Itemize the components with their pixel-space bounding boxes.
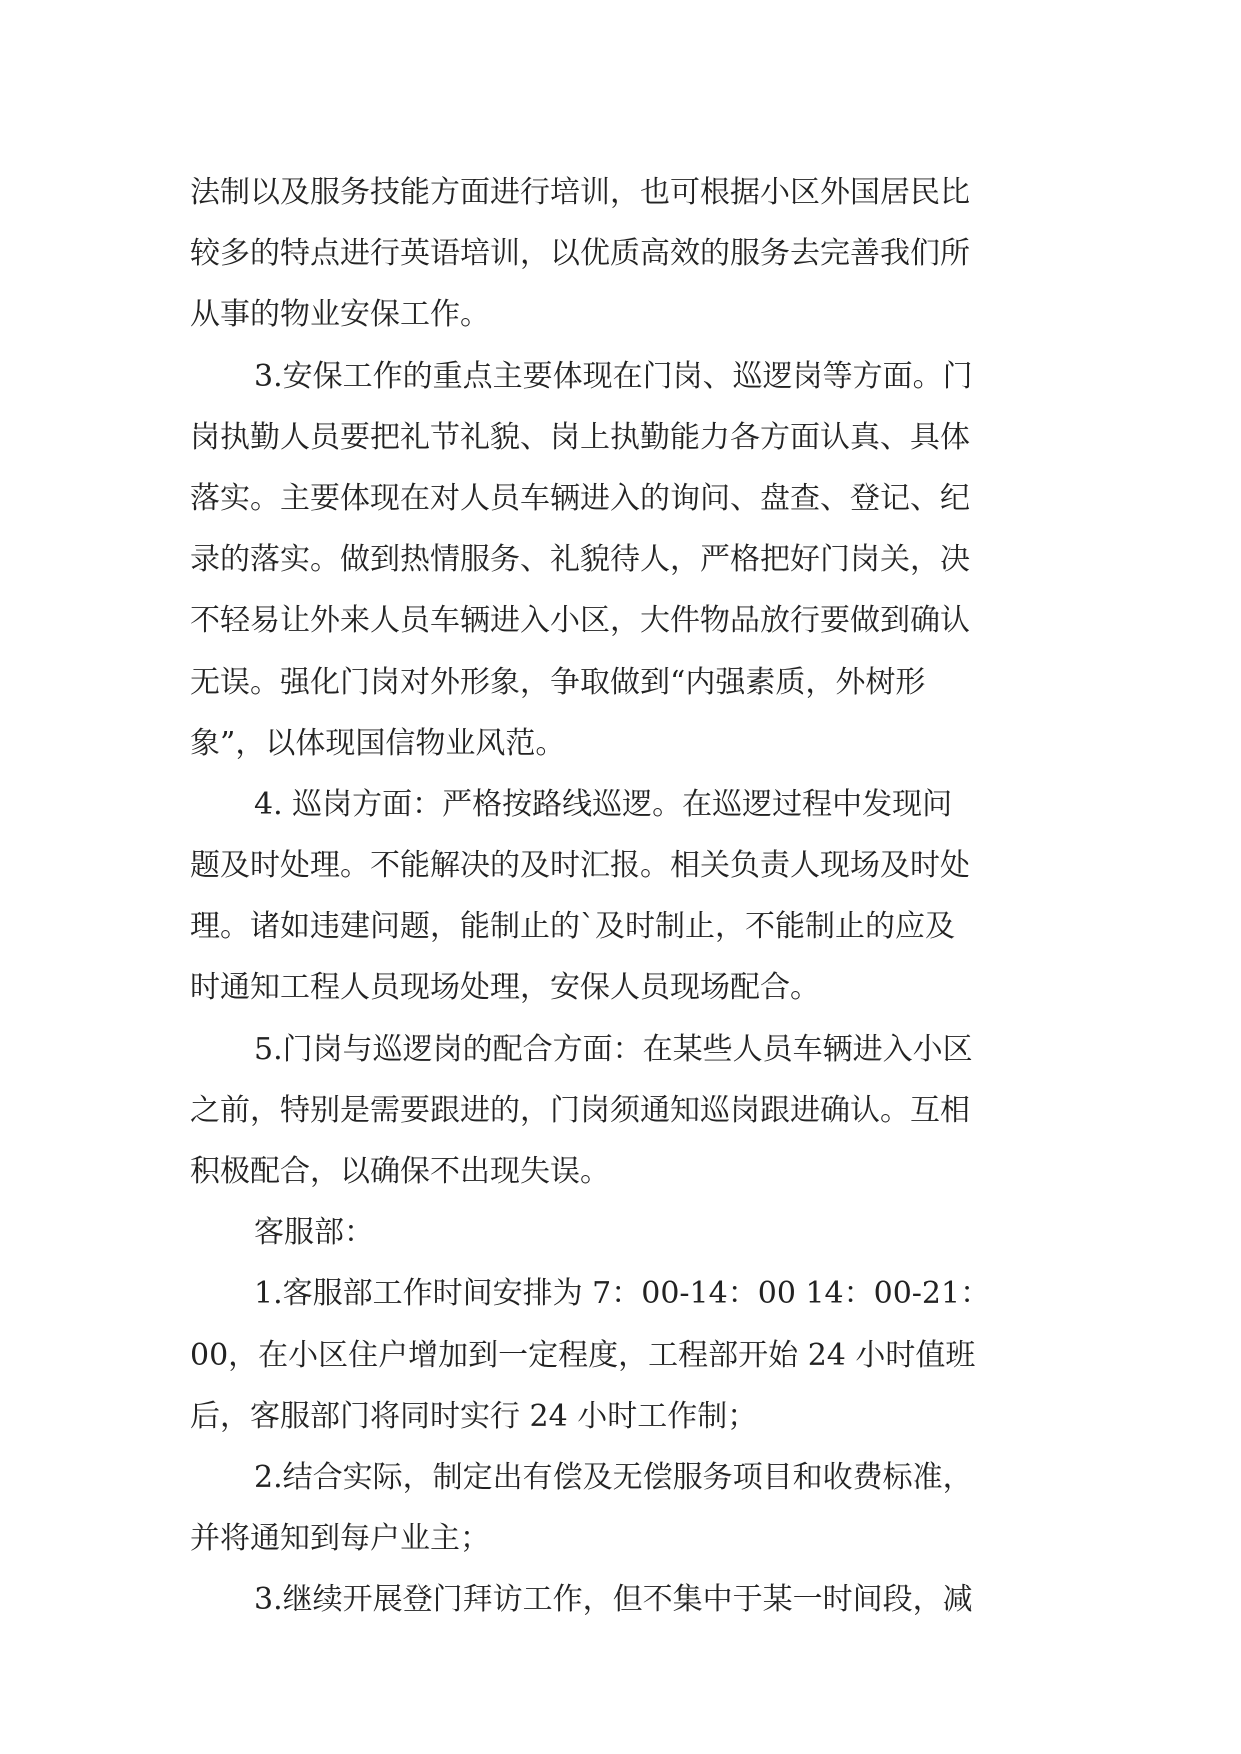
text-line: 并将通知到每户业主； [190,1521,490,1557]
text-line: 不轻易让外来人员车辆进入小区，大件物品放行要做到确认 [190,603,970,639]
text-line: 理。诸如违建问题，能制止的`及时制止，不能制止的应及 [190,909,955,945]
text-line: 后，客服部门将同时实行 24 小时工作制； [190,1398,758,1434]
text-line: 录的落实。做到热情服务、礼貌待人，严格把好门岗关，决 [190,542,970,578]
text-line: 岗执勤人员要把礼节礼貌、岗上执勤能力各方面认真、具体 [190,419,970,455]
text-line: 时通知工程人员现场处理，安保人员现场配合。 [190,970,820,1006]
text-line: 落实。主要体现在对人员车辆进入的询问、盘查、登记、纪 [190,480,970,516]
text-line: 3.继续开展登门拜访工作，但不集中于某一时间段，减 [254,1582,973,1618]
document-body [190,162,1060,1631]
text-line: 积极配合，以确保不出现失误。 [190,1154,610,1189]
text-line: 客服部： [254,1215,374,1251]
text-line: 2.结合实际，制定出有偿及无偿服务项目和收费标准， [254,1459,973,1495]
text-line: 3.安保工作的重点主要体现在门岗、巡逻岗等方面。门 [254,358,973,394]
text-line: 法制以及服务技能方面进行培训，也可根据小区外国居民比 [190,175,970,210]
text-line: 00，在小区住户增加到一定程度，工程部开始 24 小时值班 [190,1337,976,1373]
text-line: 较多的特点进行英语培训，以优质高效的服务去完善我们所 [190,236,970,272]
text-line: 题及时处理。不能解决的及时汇报。相关负责人现场及时处 [190,848,970,884]
text-line: 从事的物业安保工作。 [190,297,490,333]
text-line: 无误。强化门岗对外形象，争取做到“内强素质，外树形 [190,664,926,700]
text-line: 1.客服部工作时间安排为 7：00-14：00 14：00-21： [254,1276,991,1312]
text-line: 象”，以体现国信物业风范。 [190,725,566,761]
text-line: 5.门岗与巡逻岗的配合方面：在某些人员车辆进入小区 [254,1031,973,1067]
text-line: 之前，特别是需要跟进的，门岗须通知巡岗跟进确认。互相 [190,1092,970,1128]
text-line: 4. 巡岗方面：严格按路线巡逻。在巡逻过程中发现问 [254,786,953,822]
